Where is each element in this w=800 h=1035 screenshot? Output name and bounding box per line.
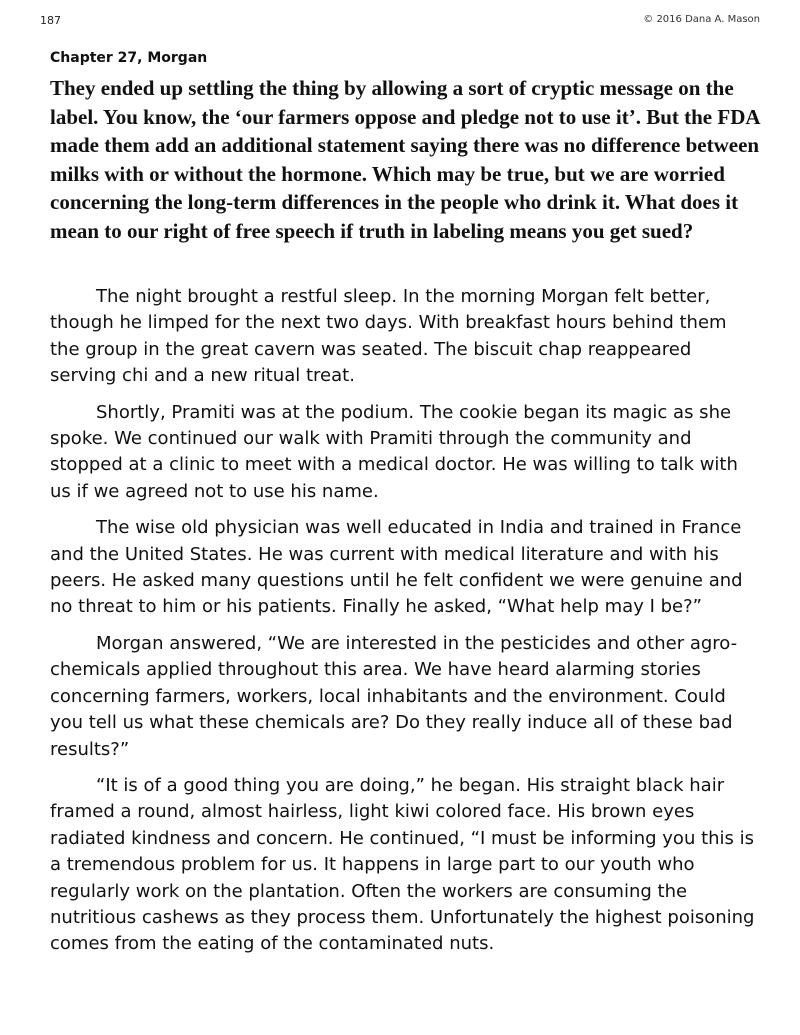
copyright-notice: © 2016 Dana A. Mason <box>643 14 760 25</box>
body-text <box>50 284 758 968</box>
paragraph: Morgan answered, “We are interested in the pesticides and other agro-chemicals applied throughout this area. We have heard alarming stories concerning farmers, workers, local inhabitants and the environment. Could you tell us what these chemicals are? Do they really induce all of these bad results?” <box>50 632 738 760</box>
page-number: 187 <box>40 14 61 27</box>
chapter-heading: Chapter 27, Morgan <box>50 50 208 66</box>
quote-block: They ended up settling the thing by allowing a sort of cryptic message on the label. You know, the ‘our farmers oppose and pledge not to use it’. But the FDA made them add an additional statement saying there was no difference between milks with or without the hormone. Which may be true, but we are worried concerning the long-term differences in the people who drink it. What does it mean to our right of free speech if truth in labeling means you get sued? <box>50 76 760 243</box>
paragraph: The night brought a restful sleep. In the morning Morgan felt better, though he limped for the next two days. With breakfast hours behind them the group in the great cavern was seated. The biscuit chap reappeared serving chi and a new ritual treat. <box>50 286 727 387</box>
paragraph: Shortly, Pramiti was at the podium. The cookie began its magic as she spoke. We continued our walk with Pramiti through the community and stopped at a clinic to meet with a medical doctor. He was willing to talk with us if we agreed not to use his name. <box>50 401 738 502</box>
paragraph: “It is of a good thing you are doing,” he began. His straight black hair framed a round, almost hairless, light kiwi colored face. His brown eyes radiated kindness and concern. He continued, “I must be informing you this is a tremendous problem for us. It happens in large part to our youth who regularly work on the plantation. Often the workers are consuming the nutritious cashews as they process them. Unfortunately the highest poisoning comes from the eating of the contaminated nuts. <box>50 774 755 955</box>
paragraph: The wise old physician was well educated in India and trained in France and the United States. He was current with medical literature and with his peers. He asked many questions until he felt confident we were genuine and no threat to him or his patients. Finally he asked, “What help may I be?” <box>50 517 743 618</box>
